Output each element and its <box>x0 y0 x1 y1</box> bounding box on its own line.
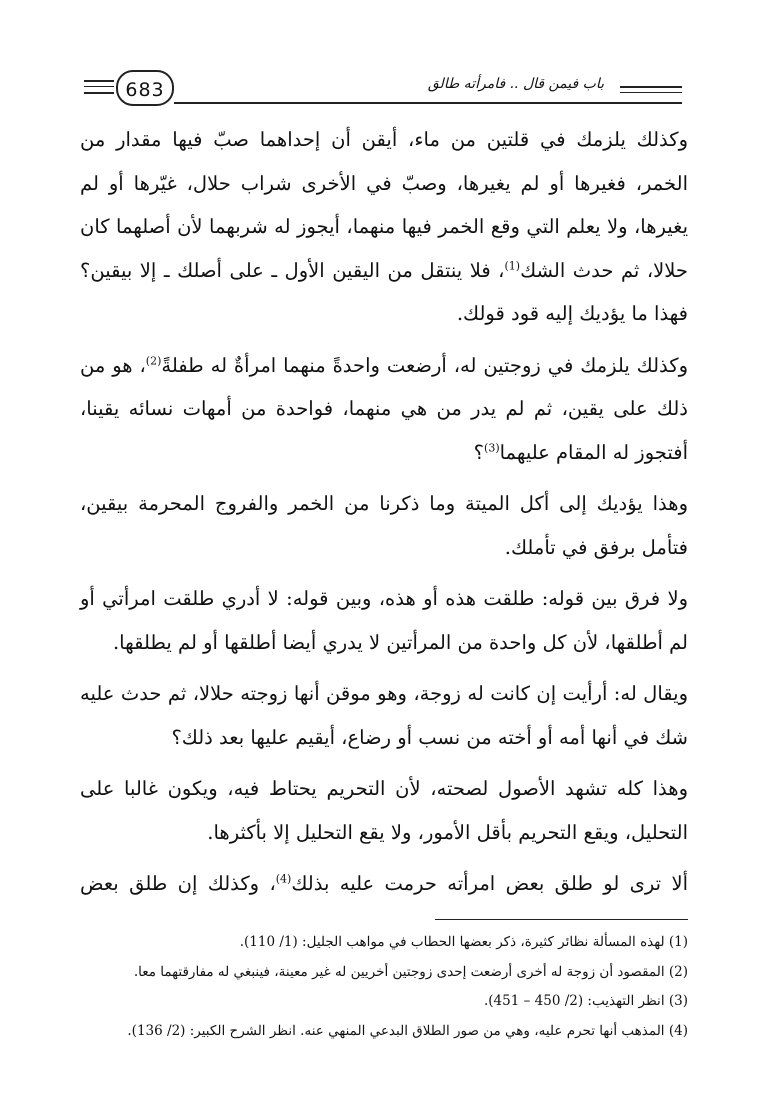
page-number: 683 <box>116 70 174 106</box>
main-text <box>80 118 688 914</box>
paragraph: ألا ترى لو طلق بعض امرأته حرمت عليه بذلك$^{(4)}$، وكذلك إن طلق بعض <box>80 872 688 895</box>
footnote-ref: (2) <box>145 354 162 367</box>
paragraph: ولا فرق بين قوله: طلقت هذه أو هذه، وبين قوله: لا أدري طلقت امرأتي أو لم أطلقها، لأن كل واحدة من المرأتين لا يدري أيضا أطلقها أو لم يطلقها. <box>80 587 688 654</box>
header-rule-right-bottom <box>620 92 682 93</box>
running-header <box>84 68 682 112</box>
paragraph: وهذا كله تشهد الأصول لصحته، لأن التحريم يحتاط فيه، ويكون غالبا على التحليل، ويقع التحريم بأقل الأمور، ولا يقع التحليل إلا بأكثرها. <box>80 777 688 844</box>
footnote: (3) انظر التهذيب: (2/ 450 – 451). <box>483 993 688 1009</box>
header-underline <box>174 102 682 104</box>
header-rule-left-top <box>84 80 114 82</box>
footnote: (2) المقصود أن زوجة له أخرى أرضعت إحدى زوجتين أخريين له غير معينة، فينبغي له مفارقتهما معا. <box>133 963 688 980</box>
paragraph: وهذا يؤديك إلى أكل الميتة وما ذكرنا من الخمر والفروج المحرمة بيقين، فتأمل برفق في تأملك. <box>80 492 688 559</box>
header-rule-right-top <box>620 86 682 88</box>
footnote-ref: (4) <box>275 872 292 886</box>
footnote: (1) لهذه المسألة نظائر كثيرة، ذكر بعضها الحطاب في مواهب الجليل: (1/ 110). <box>239 934 688 950</box>
header-rule-left-bottom <box>84 92 114 94</box>
footnote-ref: (1) <box>504 259 521 272</box>
footnote-ref: (3) <box>484 441 500 454</box>
chapter-title: باب فيمن قال .. فامرأته طالق <box>427 76 604 92</box>
header-rule-left-mid <box>84 86 114 87</box>
paragraph: وكذلك يلزمك في قلتين من ماء، أيقن أن إحداهما صبّ فيها مقدار من الخمر، فغيرها أو لم يغيرها، وصبّ في الأخرى شراب حلال، غيّرها أو لم يغيرها، ولا يعلم التي وقع الخمر فيها منهما، أيجوز له شربهما لأن أصلهما كان حلالا، ثم حدث الشك$^{(1)}$، فلا ينتقل من اليقين الأول ـ على أصلك ـ إلا بيقين؟ فهذا ما يؤديك إليه قود قولك. <box>80 128 688 325</box>
footnote: (4) المذهب أنها تحرم عليه، وهي من صور الطلاق البدعي المنهي عنه. انظر الشرح الكبير: (2/ 136). <box>127 1022 688 1039</box>
footnotes <box>80 928 688 1046</box>
paragraph: ويقال له: أرأيت إن كانت له زوجة، وهو موقن أنها زوجته حلالا، ثم حدث عليه شك في أنها أمه أو أخته من نسب أو رضاع، أيقيم عليها بعد ذلك؟ <box>80 682 688 749</box>
paragraph: وكذلك يلزمك في زوجتين له، أرضعت واحدةً منهما امرأةٌ له طفلةً$^{(2)}$، هو من ذلك على يقين، ثم لم يدر من هي منهما، فواحدة من أمهات نسائه يقينا، أفتجوز له المقام عليهما$^{(3)}$؟ <box>80 353 688 464</box>
footnote-separator <box>435 919 688 920</box>
